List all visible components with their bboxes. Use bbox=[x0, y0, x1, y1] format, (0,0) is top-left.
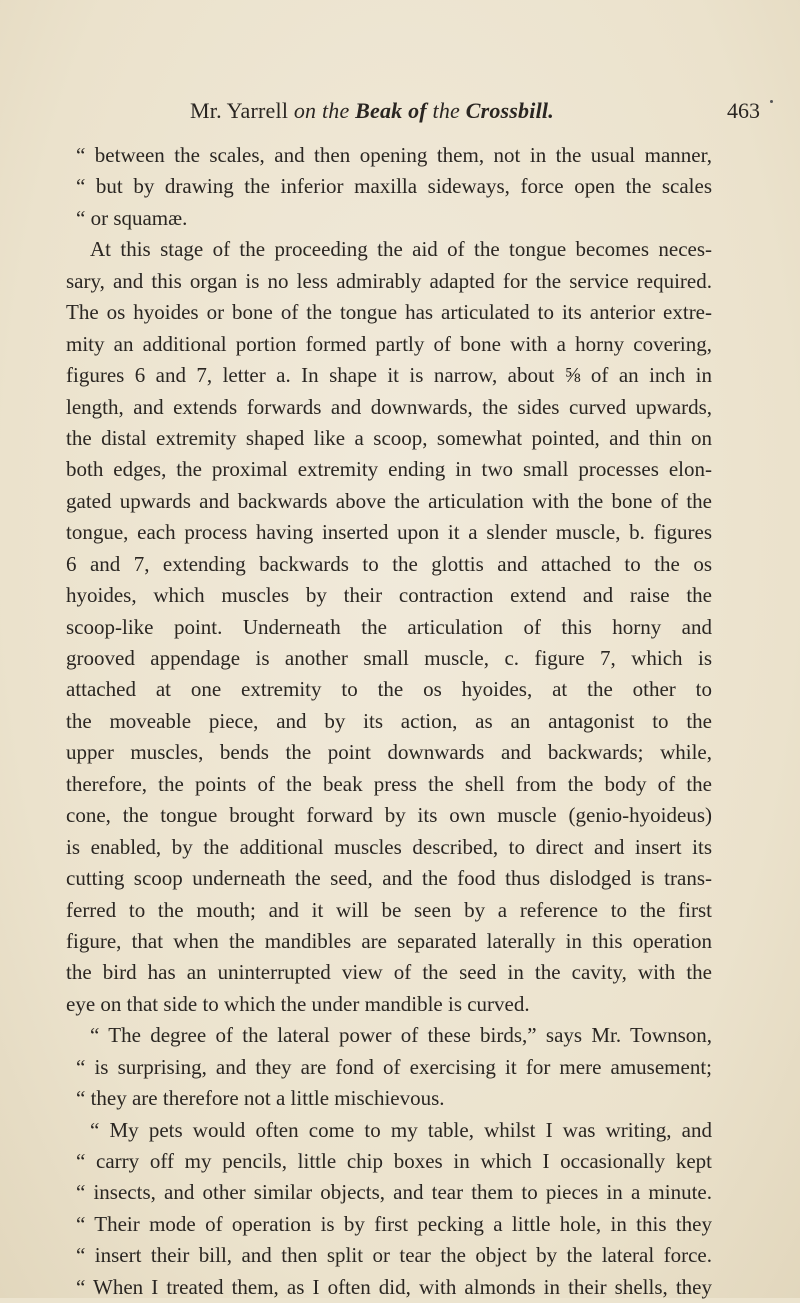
text-line: upper muscles, bends the point downwards and backwards; while, bbox=[66, 740, 712, 765]
text-line: “ is surprising, and they are fond of exercising it for mere amusement; bbox=[76, 1054, 712, 1079]
text-line: figures 6 and 7, letter a. In shape it is narrow, about ⅝ of an inch in bbox=[66, 363, 712, 388]
text-line: is enabled, by the additional muscles described, to direct and insert its bbox=[66, 834, 712, 859]
running-title-on-the: on the bbox=[293, 98, 350, 123]
body-text bbox=[66, 140, 712, 1303]
speck bbox=[770, 100, 773, 103]
text-line: grooved appendage is another small muscle, c. figure 7, which is bbox=[66, 646, 712, 670]
running-title bbox=[190, 98, 554, 124]
text-line: 6 and 7, extending backwards to the glottis and attached to the os bbox=[66, 551, 712, 576]
text-line: attached at one extremity to the os hyoides, at the other to bbox=[66, 677, 712, 702]
text-line: “ My pets would often come to my table, whilst I was writing, and bbox=[90, 1117, 712, 1142]
running-title-crossbill: Crossbill. bbox=[465, 98, 554, 123]
text-line: “ or squamæ. bbox=[76, 205, 188, 230]
text-line: “ The degree of the lateral power of these birds,” says Mr. Townson, bbox=[90, 1023, 712, 1048]
running-title-beak-of: Beak of bbox=[355, 98, 427, 123]
text-line: therefore, the points of the beak press the shell from the body of the bbox=[66, 771, 712, 796]
text-line: The os hyoides or bone of the tongue has articulated to its anterior extre- bbox=[66, 300, 712, 325]
text-line: mity an additional portion formed partly of bone with a horny covering, bbox=[66, 331, 712, 356]
text-line: cutting scoop underneath the seed, and the food thus dislodged is trans- bbox=[66, 866, 712, 891]
page-header bbox=[150, 94, 760, 130]
text-line: gated upwards and backwards above the articulation with the bone of the bbox=[66, 488, 712, 513]
text-line: cone, the tongue brought forward by its own muscle (genio-hyoideus) bbox=[66, 803, 712, 828]
running-title-author: Mr. Yarrell bbox=[190, 98, 289, 123]
text-line: the bird has an uninterrupted view of the seed in the cavity, with the bbox=[66, 960, 712, 985]
text-line: sary, and this organ is no less admirably adapted for the service required. bbox=[66, 268, 712, 293]
page-number: 463 bbox=[727, 98, 760, 123]
running-title-the: the bbox=[432, 98, 460, 123]
text-line: At this stage of the proceeding the aid of the tongue becomes neces- bbox=[90, 237, 712, 262]
text-line: ferred to the mouth; and it will be seen by a reference to the first bbox=[66, 897, 712, 922]
text-line: figure, that when the mandibles are separated laterally in this operation bbox=[66, 928, 712, 953]
text-line: eye on that side to which the under mandible is curved. bbox=[66, 991, 530, 1016]
text-line: both edges, the proximal extremity ending in two small processes elon- bbox=[66, 457, 712, 482]
text-line: “ insert their bill, and then split or tear the object by the lateral force. bbox=[76, 1243, 712, 1268]
text-line: “ they are therefore not a little mischievous. bbox=[76, 1086, 445, 1111]
text-line: “ carry off my pencils, little chip boxes in which I occasionally kept bbox=[76, 1149, 712, 1173]
text-line: “ When I treated them, as I often did, with almonds in their shells, they bbox=[76, 1274, 712, 1299]
text-line: “ insects, and other similar objects, and tear them to pieces in a minute. bbox=[76, 1180, 712, 1205]
text-line: hyoides, which muscles by their contraction extend and raise the bbox=[66, 583, 712, 608]
text-line: “ Their mode of operation is by first pecking a little hole, in this they bbox=[76, 1211, 712, 1236]
text-line: tongue, each process having inserted upon it a slender muscle, b. figures bbox=[66, 520, 712, 545]
text-line: the distal extremity shaped like a scoop, somewhat pointed, and thin on bbox=[66, 425, 712, 450]
text-line: the moveable piece, and by its action, as an antagonist to the bbox=[66, 708, 712, 733]
text-line: “ but by drawing the inferior maxilla sideways, force open the scales bbox=[76, 174, 712, 199]
text-line: “ between the scales, and then opening them, not in the usual manner, bbox=[76, 143, 712, 167]
text-line: scoop-like point. Underneath the articulation of this horny and bbox=[66, 614, 712, 639]
text-line: length, and extends forwards and downwards, the sides curved upwards, bbox=[66, 394, 712, 419]
